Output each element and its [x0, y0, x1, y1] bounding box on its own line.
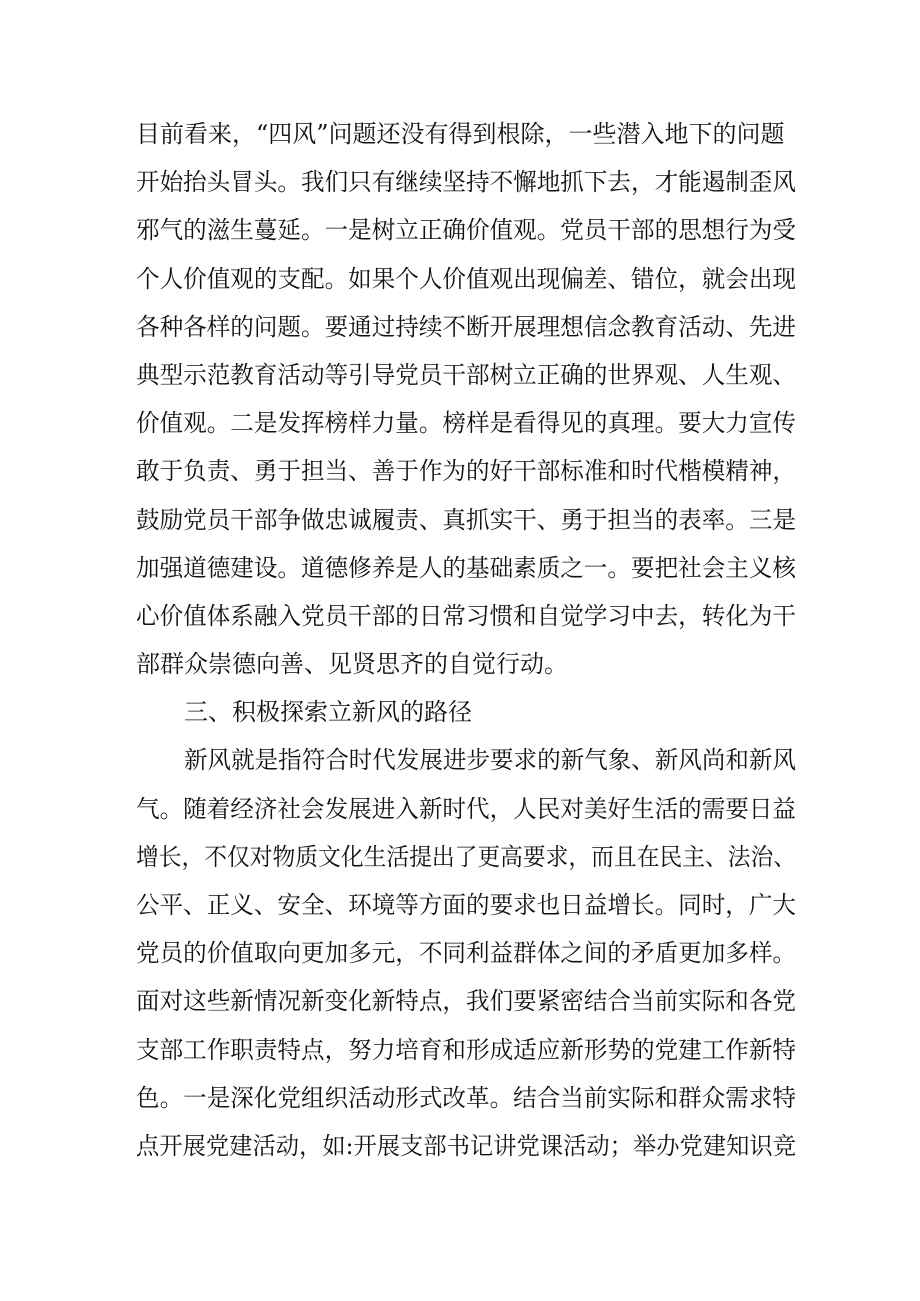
text-line: 敢于负责、勇于担当、善于作为的好干部标准和时代楷模精神，	[136, 457, 796, 486]
document-body	[136, 110, 796, 1170]
text-line: 开始抬头冒头。我们只有继续坚持不懈地抓下去，才能遏制歪风	[136, 168, 796, 197]
text-line: 心价值体系融入党员干部的日常习惯和自觉学习中去，转化为干	[136, 601, 796, 630]
text-line: 点开展党建活动，如:开展支部书记讲党课活动；举办党建知识竞	[136, 1131, 796, 1160]
text-line: 支部工作职责特点，努力培育和形成适应新形势的党建工作新特	[136, 1035, 796, 1064]
text-line: 加强道德建设。道德修养是人的基础素质之一。要把社会主义核	[136, 553, 796, 582]
text-line: 党员的价值取向更加多元，不同利益群体之间的矛盾更加多样。	[136, 939, 796, 968]
text-line: 公平、正义、安全、环境等方面的要求也日益增长。同时，广大	[136, 891, 796, 919]
text-line: 部群众崇德向善、见贤思齐的自觉行动。	[136, 650, 568, 679]
text-line: 各种各样的问题。要通过持续不断开展理想信念教育活动、先进	[136, 312, 796, 341]
text-line: 目前看来，“四风”问题还没有得到根除，一些潜入地下的问题	[136, 120, 785, 148]
text-line: 邪气的滋生蔓延。一是树立正确价值观。党员干部的思想行为受	[136, 216, 796, 245]
paragraph-first-line: 新风就是指符合时代发展进步要求的新气象、新风尚和新风	[184, 746, 796, 775]
text-line: 价值观。二是发挥榜样力量。榜样是看得见的真理。要大力宣传	[136, 409, 796, 438]
text-line: 鼓励党员干部争做忠诚履责、真抓实干、勇于担当的表率。三是	[136, 505, 796, 534]
section-heading: 三、积极探索立新风的路径	[184, 698, 472, 727]
text-line: 典型示范教育活动等引导党员干部树立正确的世界观、人生观、	[136, 360, 796, 389]
text-line: 面对这些新情况新变化新特点，我们要紧密结合当前实际和各党	[136, 987, 796, 1016]
text-line: 个人价值观的支配。如果个人价值观出现偏差、错位，就会出现	[136, 264, 796, 293]
text-line: 气。随着经济社会发展进入新时代，人民对美好生活的需要日益	[136, 794, 796, 823]
text-line: 增长，不仅对物质文化生活提出了更高要求，而且在民主、法治、	[136, 842, 796, 871]
text-line: 色。一是深化党组织活动形式改革。结合当前实际和群众需求特	[136, 1083, 796, 1112]
